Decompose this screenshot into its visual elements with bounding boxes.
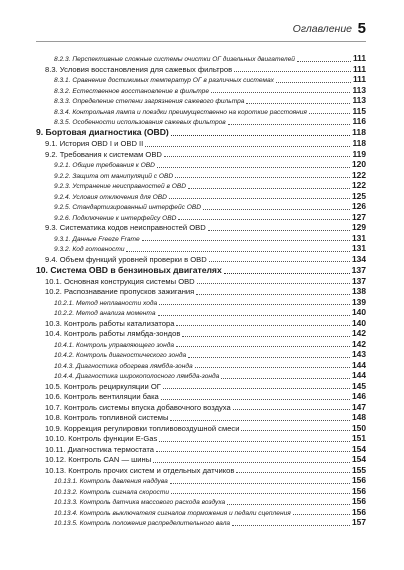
toc-entry-page: 127	[352, 211, 366, 222]
toc-entry-page: 156	[352, 475, 366, 485]
toc-leader-dots	[157, 166, 350, 168]
toc-subsection-entry	[36, 233, 366, 244]
page-number: 5	[357, 20, 366, 37]
toc-section-entry	[36, 444, 366, 455]
toc-subsection-entry	[36, 106, 366, 117]
toc-entry-title: 10.13.1. Контроль давления наддува	[54, 478, 168, 485]
toc-entry-title: 10.4.3. Диагностика обогрева лямбда-зонда	[54, 362, 193, 370]
toc-leader-dots	[171, 134, 350, 136]
toc-entry-title: 10.4. Контроль работы лямбда-зондов	[45, 329, 181, 338]
toc-section-entry	[36, 412, 366, 423]
toc-leader-dots	[169, 197, 350, 199]
toc-leader-dots	[176, 324, 350, 326]
toc-subsection-entry	[36, 486, 366, 497]
toc-leader-dots	[228, 123, 351, 125]
toc-entry-title: 10.2.1. Метод неплавности хода	[54, 299, 158, 307]
toc-entry-title: 10.2.2. Метод анализа момента	[54, 310, 156, 317]
toc-leader-dots	[297, 60, 351, 62]
toc-subsection-entry	[36, 496, 366, 507]
toc-leader-dots	[276, 81, 351, 83]
toc-leader-dots	[170, 419, 350, 421]
toc-entry-page: 142	[352, 328, 366, 338]
toc-section-entry	[36, 254, 366, 265]
toc-leader-dots	[211, 91, 350, 93]
toc-entry-title: 10.8. Контроль топливной системы	[45, 413, 169, 422]
toc-entry-page: 140	[352, 317, 366, 328]
toc-entry-title: 8.3.2. Естественное восстановление в фильтре	[54, 87, 210, 95]
toc-entry-page: 111	[352, 74, 366, 84]
toc-entry-page: 131	[352, 232, 366, 243]
toc-section-entry	[36, 318, 366, 329]
toc-subsection-entry	[36, 159, 366, 170]
toc-subsection-entry	[36, 475, 366, 486]
toc-leader-dots	[293, 513, 350, 515]
toc-section-entry	[36, 64, 366, 75]
toc-leader-dots	[153, 461, 350, 463]
toc-entry-title: 9.2.2. Защита от манипуляций с OBD	[54, 172, 174, 180]
table-of-contents	[36, 53, 366, 528]
toc-leader-dots	[164, 155, 351, 157]
toc-entry-page: 125	[352, 190, 366, 201]
toc-subsection-entry	[36, 116, 366, 127]
toc-entry-title: 9.3.1. Данные Freeze Frame	[54, 235, 140, 243]
toc-entry-page: 144	[352, 359, 366, 370]
toc-leader-dots	[197, 282, 350, 284]
toc-section-entry	[36, 423, 366, 434]
toc-entry-title: 10.6. Контроль вентиляции бака	[45, 392, 159, 401]
toc-entry-title: 10.13.3. Контроль датчика массового расхода воздуха	[54, 499, 226, 506]
toc-section-entry	[36, 328, 366, 339]
toc-entry-title: 10.13.2. Контроль сигнала скорости	[54, 488, 169, 496]
toc-leader-dots	[309, 112, 351, 114]
toc-leader-dots	[171, 492, 350, 494]
toc-entry-title: 10.11. Диагностика термостата	[45, 444, 154, 454]
toc-leader-dots	[159, 303, 350, 305]
toc-entry-title: 10.9. Коррекция регулировки топливовоздушной смеси	[45, 423, 240, 433]
toc-chapter-entry	[36, 264, 366, 276]
toc-section-entry	[36, 138, 366, 149]
page-header	[0, 20, 404, 38]
toc-subsection-entry	[36, 507, 366, 518]
toc-entry-page: 138	[352, 286, 366, 296]
toc-entry-page: 143	[352, 349, 366, 359]
toc-leader-dots	[170, 482, 350, 484]
toc-leader-dots	[196, 293, 350, 295]
toc-leader-dots	[145, 145, 350, 147]
toc-subsection-entry	[36, 85, 366, 96]
toc-entry-page: 140	[352, 307, 366, 317]
toc-entry-page: 131	[352, 243, 366, 253]
toc-entry-page: 147	[352, 401, 366, 412]
toc-subsection-entry	[36, 191, 366, 202]
toc-entry-title: 10.13. Контроль прочих систем и отдельных датчиков	[45, 465, 235, 475]
toc-entry-page: 145	[352, 380, 366, 391]
toc-leader-dots	[208, 229, 350, 231]
toc-leader-dots	[176, 345, 350, 347]
toc-leader-dots	[221, 377, 350, 379]
toc-subsection-entry	[36, 53, 366, 64]
toc-entry-title: 8.3.5. Особенности использования сажевых фильтров	[54, 119, 226, 126]
toc-entry-title: 10.5. Контроль рециркуляции ОГ	[45, 381, 161, 391]
toc-subsection-entry	[36, 180, 366, 191]
toc-entry-page: 156	[352, 485, 366, 496]
toc-entry-title: 8.3. Условия восстановления для сажевых фильтров	[45, 64, 233, 74]
toc-entry-page: 154	[352, 443, 366, 454]
toc-subsection-entry	[36, 307, 366, 318]
toc-entry-title: 10.10. Контроль функции E-Gas	[45, 434, 158, 443]
toc-entry-page: 122	[352, 180, 366, 190]
toc-leader-dots	[236, 471, 350, 473]
toc-subsection-entry	[36, 95, 366, 106]
toc-leader-dots	[224, 272, 350, 274]
toc-section-entry	[36, 222, 366, 233]
toc-entry-title: 9.2.3. Устранение неисправностей в OBD	[54, 183, 187, 190]
toc-entry-page: 156	[352, 496, 366, 506]
toc-entry-page: 119	[352, 148, 366, 159]
toc-entry-page: 129	[352, 222, 366, 232]
toc-entry-title: 9.2. Требования к системам OBD	[45, 149, 162, 159]
toc-entry-page: 142	[352, 338, 366, 349]
toc-entry-title: 10.2. Распознавание пропусков зажигания	[45, 287, 195, 296]
toc-section-entry	[36, 149, 366, 160]
toc-leader-dots	[203, 208, 350, 210]
toc-entry-title: 10.12. Контроль CAN — шины	[45, 455, 152, 464]
toc-entry-page: 116	[352, 116, 366, 126]
toc-entry-title: 9.3. Систематика кодов неисправностей OBD	[45, 223, 206, 232]
toc-entry-title: 10.4.1. Контроль управляющего зонда	[54, 341, 175, 349]
toc-leader-dots	[126, 250, 350, 252]
toc-leader-dots	[142, 239, 350, 241]
toc-entry-title: 8.3.4. Контрольная лампа и поездки преимущественно на короткие расстояния	[54, 108, 307, 116]
toc-subsection-entry	[36, 201, 366, 212]
toc-entry-page: 148	[352, 412, 366, 422]
header-divider	[36, 41, 366, 42]
toc-leader-dots	[182, 335, 350, 337]
toc-entry-page: 111	[352, 53, 366, 63]
toc-subsection-entry	[36, 170, 366, 181]
toc-section-entry	[36, 286, 366, 297]
toc-section-entry	[36, 276, 366, 287]
toc-leader-dots	[234, 70, 351, 72]
toc-section-entry	[36, 465, 366, 476]
toc-leader-dots	[175, 176, 350, 178]
toc-entry-title: 10.3. Контроль работы катализатора	[45, 318, 175, 328]
toc-entry-page: 146	[352, 391, 366, 401]
toc-leader-dots	[163, 387, 350, 389]
toc-subsection-entry	[36, 243, 366, 254]
toc-leader-dots	[209, 260, 350, 262]
toc-entry-page: 120	[352, 159, 366, 169]
toc-entry-page: 156	[352, 506, 366, 517]
toc-entry-title: 10.4.2. Контроль диагностического зонда	[54, 352, 187, 359]
toc-leader-dots	[195, 366, 350, 368]
toc-entry-page: 122	[352, 169, 366, 180]
toc-section-entry	[36, 391, 366, 402]
toc-leader-dots	[159, 440, 350, 442]
toc-entry-page: 137	[352, 275, 366, 286]
toc-entry-page: 155	[352, 464, 366, 475]
toc-leader-dots	[156, 450, 350, 452]
toc-entry-page: 126	[352, 201, 366, 211]
toc-entry-page: 139	[352, 296, 366, 307]
toc-entry-page: 118	[352, 127, 366, 137]
toc-entry-page: 151	[352, 433, 366, 443]
toc-entry-page: 137	[351, 264, 366, 275]
toc-entry-title: 10.7. Контроль системы впуска добавочного воздуха	[45, 402, 231, 412]
toc-section-entry	[36, 454, 366, 465]
toc-entry-page: 154	[352, 454, 366, 464]
toc-entry-page: 113	[352, 95, 366, 105]
toc-entry-title: 9.2.5. Стандартизированный интерфейс OBD	[54, 204, 202, 211]
toc-subsection-entry	[36, 339, 366, 350]
toc-subsection-entry	[36, 74, 366, 85]
header-title: Оглавление	[292, 23, 352, 35]
toc-entry-page: 113	[352, 84, 366, 95]
toc-section-entry	[36, 433, 366, 444]
toc-entry-title: 8.3.3. Определение степени загрязнения сажевого фильтра	[54, 98, 245, 105]
toc-entry-title: 10. Система OBD в бензиновых двигателях	[36, 264, 222, 275]
toc-entry-page: 111	[352, 63, 366, 74]
toc-leader-dots	[158, 314, 351, 316]
toc-leader-dots	[232, 524, 350, 526]
toc-entry-title: 9.1. История OBD I и OBD II	[45, 139, 144, 148]
toc-entry-page: 144	[352, 370, 366, 380]
toc-entry-title: 8.3.1. Сравнение достижимых температур ОГ в различных системах	[54, 77, 274, 84]
toc-entry-page: 134	[352, 253, 366, 264]
toc-entry-page: 157	[352, 517, 366, 527]
toc-entry-page: 115	[352, 105, 366, 116]
toc-leader-dots	[241, 429, 350, 431]
toc-subsection-entry	[36, 360, 366, 371]
toc-entry-page: 118	[352, 138, 366, 148]
toc-entry-page: 150	[352, 422, 366, 433]
toc-leader-dots	[188, 356, 350, 358]
toc-entry-title: 10.13.4. Контроль выключателя сигналов торможения и педали сцепления	[54, 509, 291, 517]
toc-entry-title: 10.4.4. Диагностика широкополосного лямбда-зонда	[54, 373, 220, 380]
toc-subsection-entry	[36, 370, 366, 381]
toc-leader-dots	[246, 102, 350, 104]
toc-section-entry	[36, 402, 366, 413]
toc-entry-title: 9.3.2. Код готовности	[54, 246, 125, 253]
toc-entry-title: 9.2.1. Общие требования к OBD	[54, 162, 155, 169]
toc-leader-dots	[233, 408, 350, 410]
toc-leader-dots	[178, 218, 350, 220]
toc-entry-title: 9. Бортовая диагностика (OBD)	[36, 127, 169, 137]
toc-leader-dots	[227, 503, 350, 505]
toc-subsection-entry	[36, 517, 366, 528]
toc-subsection-entry	[36, 297, 366, 308]
toc-entry-title: 10.13.5. Контроль положения распределительного вала	[54, 520, 231, 527]
toc-entry-title: 9.2.6. Подключение к интерфейсу OBD	[54, 214, 177, 222]
toc-entry-title: 9.4. Объем функций уровней проверки в OBD	[45, 254, 207, 264]
toc-entry-title: 10.1. Основная конструкция системы OBD	[45, 276, 195, 286]
toc-leader-dots	[188, 187, 350, 189]
toc-entry-title: 8.2.3. Перспективные сложные системы очистки ОГ дизельных двигателей	[54, 56, 295, 63]
toc-leader-dots	[161, 398, 350, 400]
toc-entry-title: 9.2.4. Условия отключения для OBD	[54, 193, 167, 201]
toc-subsection-entry	[36, 349, 366, 360]
